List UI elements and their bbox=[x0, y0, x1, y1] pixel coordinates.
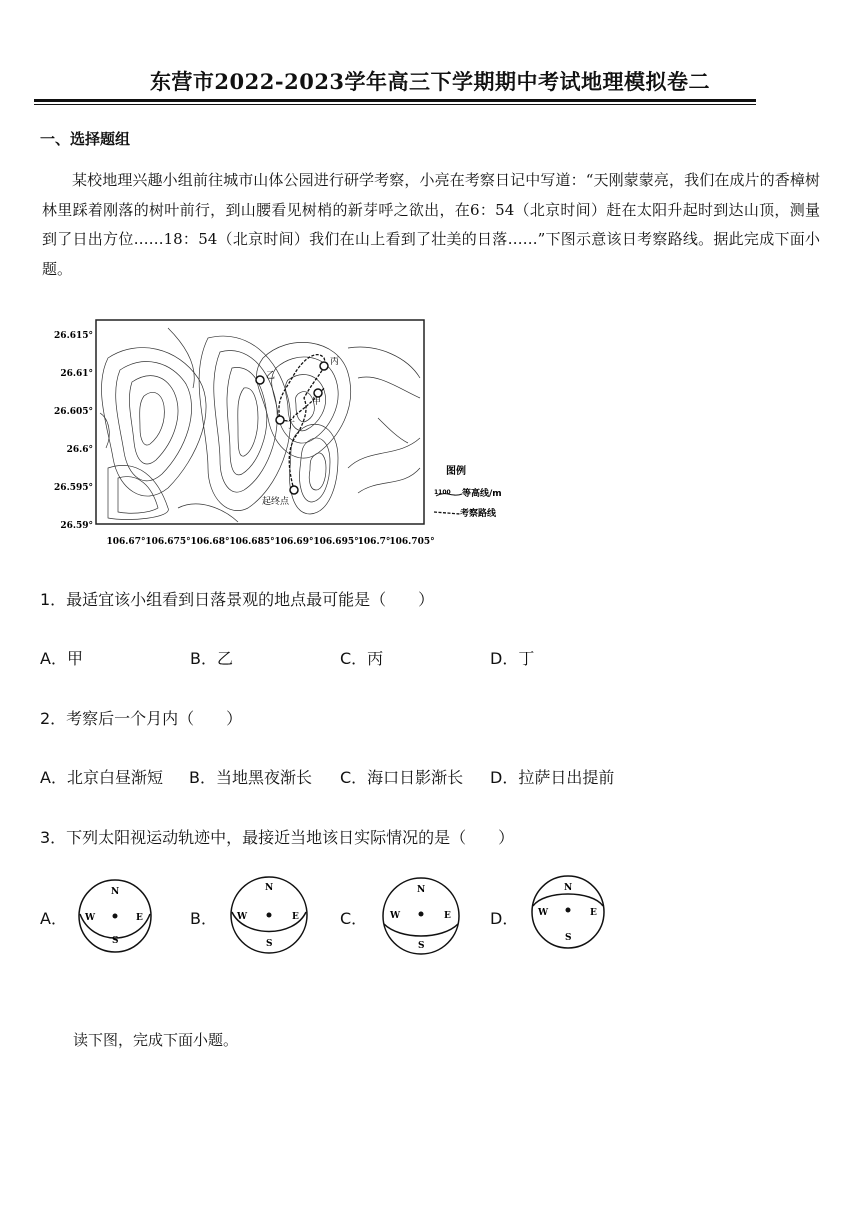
legend-contour-value: 1100 bbox=[434, 489, 451, 496]
next-section-instruction: 读下图，完成下面小题。 bbox=[73, 1031, 239, 1049]
legend-title: 图例 bbox=[446, 466, 466, 477]
north-label: N bbox=[111, 887, 120, 897]
east-label: E bbox=[292, 912, 299, 922]
south-label: S bbox=[266, 939, 273, 949]
intro-paragraph: 某校地理兴趣小组前往城市山体公园进行研学考察，小亮在考察日记中写道：“天刚蒙蒙亮，我们在成片的香樟树林里踩着刚落的树叶前行，到山腰看见树梢的新芽呼之欲出，在6：54（北京时间）赶在太阳升起时到达山顶，测量到了日出方位……18：54（北京时间）我们在山上看到了壮美的日落……”下图示意该日考察路线。据此完成下面小题。 bbox=[42, 171, 820, 278]
place-bing: 丙 bbox=[330, 357, 340, 367]
x-tick: 106.68° bbox=[190, 537, 230, 547]
q1-option-b[interactable]: B．乙 bbox=[190, 649, 233, 668]
q3-option-a[interactable]: A． bbox=[40, 909, 67, 928]
sun-path-diagram-a bbox=[72, 876, 158, 956]
q2-option-c[interactable]: C．海口日影渐长 bbox=[340, 768, 464, 787]
y-tick: 26.595° bbox=[54, 483, 93, 493]
sun-path-diagram-b bbox=[224, 872, 314, 958]
title-rule-thick bbox=[34, 99, 756, 102]
west-label: W bbox=[538, 908, 549, 918]
question-1-stem: 1．最适宜该小组看到日落景观的地点最可能是（ ） bbox=[40, 590, 435, 609]
north-label: N bbox=[265, 883, 274, 893]
legend-contour: 等高线/m bbox=[462, 489, 502, 499]
sun-path-diagram-d bbox=[526, 870, 610, 954]
x-tick: 106.695° bbox=[313, 537, 359, 547]
x-tick: 106.675° bbox=[145, 537, 191, 547]
topographic-map bbox=[48, 318, 518, 554]
east-label: E bbox=[444, 911, 451, 921]
north-label: N bbox=[564, 883, 573, 893]
q3-option-d[interactable]: D． bbox=[490, 909, 519, 928]
y-tick: 26.6° bbox=[66, 445, 93, 455]
title-rule-thin bbox=[34, 104, 756, 105]
sun-path-diagram-c bbox=[376, 874, 466, 958]
y-tick: 26.61° bbox=[60, 369, 93, 379]
start-end-label: 起终点 bbox=[262, 497, 290, 507]
west-label: W bbox=[237, 912, 248, 922]
x-tick: 106.685° bbox=[229, 537, 275, 547]
east-label: E bbox=[590, 908, 597, 918]
south-label: S bbox=[565, 933, 572, 943]
north-label: N bbox=[417, 885, 426, 895]
page-title: 东营市2022-2023学年高三下学期期中考试地理模拟卷二 bbox=[149, 69, 711, 94]
x-tick: 106.67° bbox=[106, 537, 146, 547]
question-3-stem: 3．下列太阳视运动轨迹中，最接近当地该日实际情况的是（ ） bbox=[40, 828, 515, 847]
south-label: S bbox=[112, 936, 119, 946]
q2-option-b[interactable]: B．当地黑夜渐长 bbox=[189, 768, 312, 787]
section-heading: 一、选择题组 bbox=[40, 130, 131, 148]
west-label: W bbox=[85, 913, 96, 923]
q1-option-d[interactable]: D．丁 bbox=[490, 649, 535, 668]
q1-option-a[interactable]: A．甲 bbox=[40, 649, 83, 668]
y-tick: 26.59° bbox=[60, 521, 93, 531]
place-yi: 乙 bbox=[266, 371, 276, 381]
q1-option-c[interactable]: C．丙 bbox=[340, 649, 384, 668]
y-tick: 26.605° bbox=[54, 407, 93, 417]
x-tick: 106.69° bbox=[274, 537, 314, 547]
q3-option-c[interactable]: C． bbox=[340, 909, 368, 928]
x-tick: 106.7° bbox=[357, 537, 391, 547]
east-label: E bbox=[136, 913, 143, 923]
place-jia: 甲 bbox=[312, 397, 322, 407]
south-label: S bbox=[418, 941, 425, 951]
q3-option-b[interactable]: B． bbox=[190, 909, 217, 928]
place-ding: 丁 bbox=[286, 421, 296, 431]
q2-option-d[interactable]: D．拉萨日出提前 bbox=[490, 768, 615, 787]
x-tick: 106.705° bbox=[389, 537, 435, 547]
west-label: W bbox=[390, 911, 401, 921]
question-2-stem: 2．考察后一个月内（ ） bbox=[40, 709, 243, 728]
legend-route: 考察路线 bbox=[460, 509, 497, 519]
q2-option-a[interactable]: A．北京白昼渐短 bbox=[40, 768, 163, 787]
y-tick: 26.615° bbox=[54, 331, 93, 341]
